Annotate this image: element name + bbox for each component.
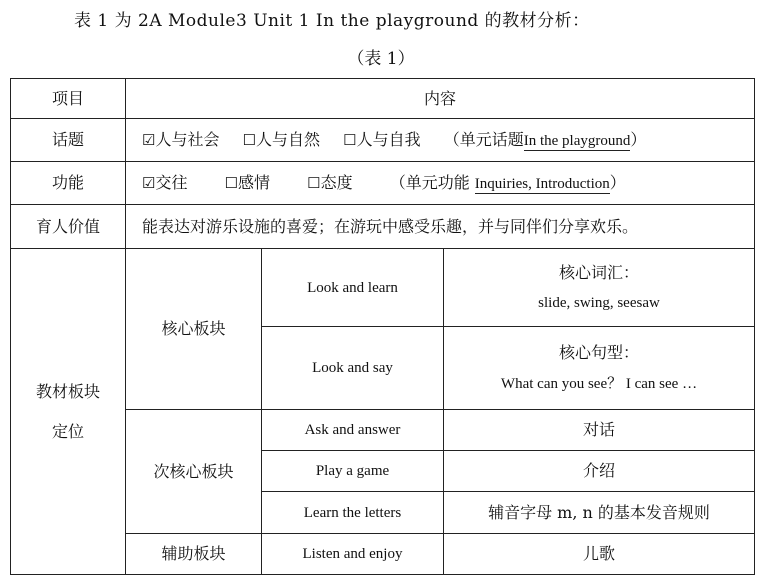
value-text: 能表达对游乐设施的喜爱；在游玩中感受乐趣，并与同伴们分享欢乐。 bbox=[126, 205, 755, 249]
unchecked-box-icon: ☐ bbox=[242, 131, 257, 149]
function-label: 功能 bbox=[11, 162, 126, 205]
topic-option-0: ☑人与社会 bbox=[142, 130, 220, 149]
checked-box-icon: ☑ bbox=[142, 131, 156, 149]
section-detail: 辅音字母 m, n 的基本发音规则 bbox=[444, 492, 755, 534]
core-module-name: 核心板块 bbox=[126, 249, 262, 410]
section-name: Look and say bbox=[262, 327, 444, 410]
topic-option-1: ☐人与自然 bbox=[242, 130, 321, 149]
function-row bbox=[11, 162, 755, 205]
checked-box-icon: ☑ bbox=[142, 174, 156, 192]
value-row bbox=[11, 205, 755, 249]
table-caption: （表 1） bbox=[347, 49, 415, 69]
aux-module-name: 辅助板块 bbox=[126, 534, 262, 575]
section-name: Ask and answer bbox=[262, 410, 444, 451]
topic-option-2: ☐人与自我 bbox=[343, 130, 421, 149]
function-note: （单元功能 Inquiries, Introduction） bbox=[389, 173, 626, 192]
header-item: 项目 bbox=[11, 79, 126, 119]
section-detail: 对话 bbox=[444, 410, 755, 451]
header-row bbox=[11, 79, 755, 119]
section-detail: 儿歌 bbox=[444, 534, 755, 575]
topic-row bbox=[11, 119, 755, 162]
header-content: 内容 bbox=[126, 79, 755, 119]
function-option-0: ☑交往 bbox=[142, 173, 188, 192]
section-detail: 核心词汇： slide, swing, seesaw bbox=[444, 249, 755, 327]
textbook-analysis-table bbox=[10, 78, 755, 575]
section-detail: 介绍 bbox=[444, 451, 755, 492]
section-name: Learn the letters bbox=[262, 492, 444, 534]
unchecked-box-icon: ☐ bbox=[307, 174, 321, 192]
section-name: Listen and enjoy bbox=[262, 534, 444, 575]
section-name: Play a game bbox=[262, 451, 444, 492]
unchecked-box-icon: ☐ bbox=[343, 131, 357, 149]
function-option-1: ☐感情 bbox=[224, 173, 271, 192]
module-row-look-and-learn bbox=[11, 249, 755, 327]
topic-content bbox=[126, 119, 755, 162]
unchecked-box-icon: ☐ bbox=[224, 174, 239, 192]
topic-note: （单元话题In the playground） bbox=[443, 130, 647, 149]
modules-label: 教材板块 定位 bbox=[11, 249, 126, 575]
section-name: Look and learn bbox=[262, 249, 444, 327]
sub-core-module-name: 次核心板块 bbox=[126, 410, 262, 534]
section-detail: 核心句型： What can you see？ I can see … bbox=[444, 327, 755, 410]
intro-text: 表 1 为 2A Module3 Unit 1 In the playground 的教材分析： bbox=[74, 11, 590, 31]
function-content bbox=[126, 162, 755, 205]
function-option-2: ☐态度 bbox=[307, 173, 353, 192]
value-label: 育人价值 bbox=[11, 205, 126, 249]
topic-label: 话题 bbox=[11, 119, 126, 162]
